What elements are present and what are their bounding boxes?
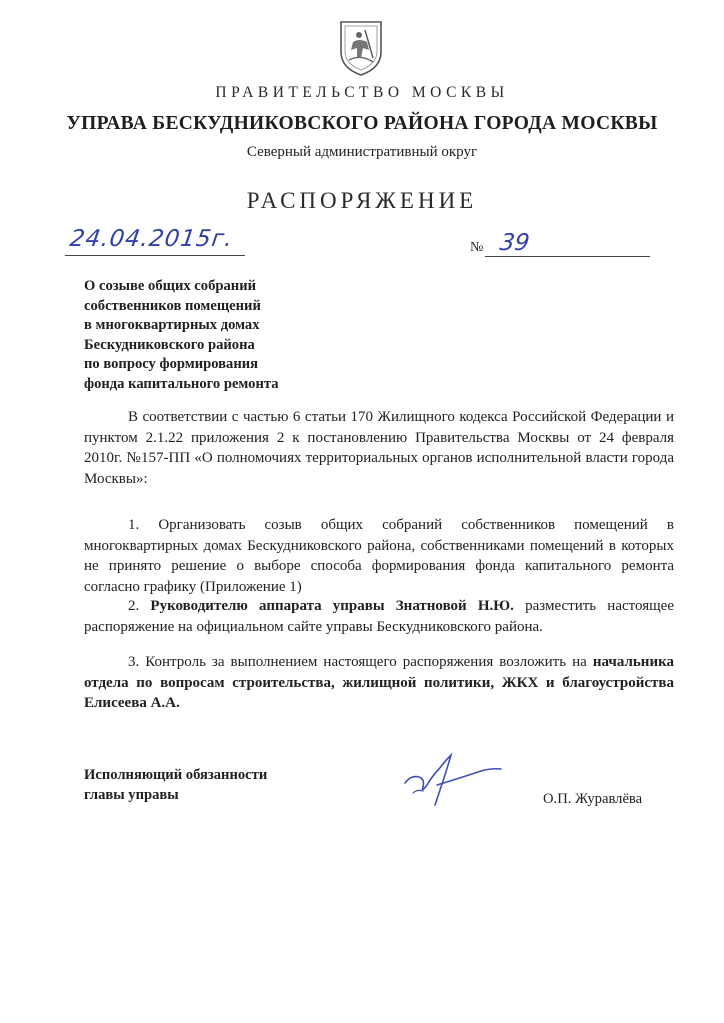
item-3-text: 3. Контроль за выполнением настоящего распоряжения возложить на: [128, 654, 587, 670]
number-underline: [485, 256, 650, 257]
government-heading: ПРАВИТЕЛЬСТВО МОСКВЫ: [215, 84, 509, 101]
signatory-role-line: Исполняющий обязанности: [84, 767, 268, 783]
item-1-paragraph: [84, 515, 674, 598]
number-label: №: [470, 240, 484, 255]
signatory-role: [84, 765, 267, 805]
organization-heading: УПРАВА БЕСКУДНИКОВСКОГО РАЙОНА ГОРОДА МОСКВЫ: [66, 113, 658, 134]
subject-block: [84, 277, 364, 394]
subject-line: фонда капитального ремонта: [84, 375, 279, 392]
date-underline: [65, 255, 245, 256]
signatory-role-line: главы управы: [84, 787, 179, 803]
document-type-title: РАСПОРЯЖЕНИЕ: [246, 188, 478, 213]
item-1-text: 1. Организовать созыв общих собраний собственников помещений в многоквартирных домах Бескудниковского района, собственниками помещений в которых не принято решение о выборе способа формирования фонда капитального ремонта согласно графику (Приложение 1): [84, 517, 674, 596]
item-2-number: 2.: [128, 598, 140, 614]
item-2-text: разместить настоящее распоряжение на официальном сайте управы Бескудниковского района.: [84, 598, 674, 635]
preamble-text: В соответствии с частью 6 статьи 170 Жилищного кодекса Российской Федерации и пунктом 2.1.22 приложения 2 к постановлению Правительства Москвы от 24 февраля 2010г. №157-ПП «О полномочиях территориальных органов исполнительной власти города Москвы»:: [84, 409, 674, 488]
subject-line: по вопросу формирования: [84, 356, 259, 372]
subject-line: Бескудниковского района: [84, 336, 255, 353]
item-2-responsible: Руководителю аппарата управы Знатновой Н.Ю.: [150, 598, 514, 614]
subject-line: в многоквартирных домах: [84, 317, 260, 333]
subject-line: О созыве общих собраний: [84, 278, 257, 294]
preamble-paragraph: [84, 407, 674, 490]
district-subheading: Северный административный округ: [246, 144, 478, 160]
signatory-name: О.П. Журавлёва: [543, 791, 643, 807]
moscow-coat-of-arms-icon: [335, 18, 387, 78]
item-3-paragraph: [84, 652, 674, 714]
item-2-paragraph: [84, 596, 674, 637]
subject-line: собственников помещений: [84, 297, 261, 314]
handwritten-number: 39: [498, 230, 532, 256]
handwritten-date: 24.04.2015г.: [68, 226, 235, 252]
handwritten-signature-icon: [397, 735, 507, 815]
item-3-responsible: начальника отдела по вопросам строительства, жилищной политики, ЖКХ и благоустройства Елисеева А.А.: [84, 654, 675, 712]
